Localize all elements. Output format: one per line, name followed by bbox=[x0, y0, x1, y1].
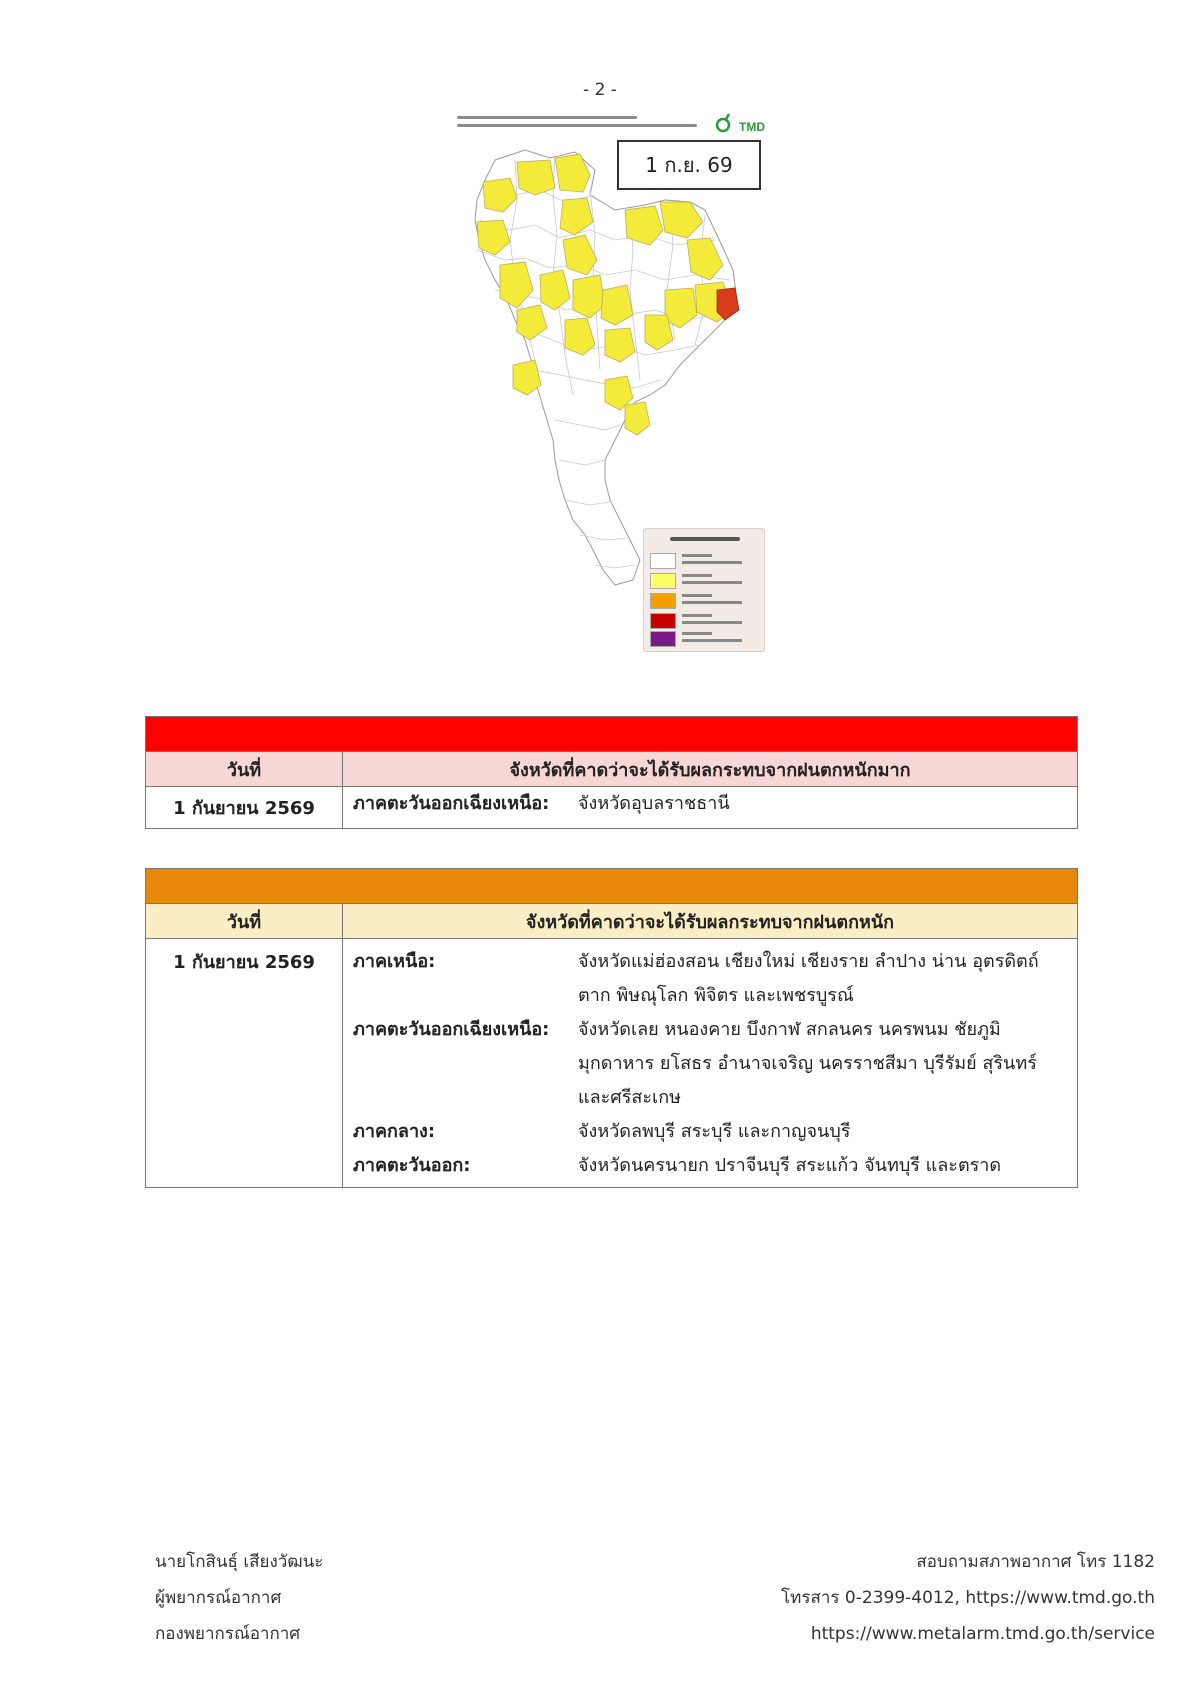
heavy-band bbox=[146, 869, 1078, 904]
forecast-date: 1 กันยายน 2569 bbox=[146, 787, 343, 829]
map-header bbox=[455, 110, 773, 140]
map-date-label: 1 ก.ย. 69 bbox=[617, 140, 761, 190]
heavy-header-row bbox=[146, 904, 1078, 939]
region-name: ภาคเหนือ: bbox=[353, 951, 436, 972]
forecast-date: 1 กันยายน 2569 bbox=[146, 939, 343, 1188]
legend-item bbox=[650, 629, 760, 649]
region-name: ภาคตะวันออก: bbox=[353, 1155, 471, 1176]
table-row bbox=[146, 787, 1078, 829]
very-heavy-band bbox=[146, 717, 1078, 752]
table-row bbox=[146, 939, 1078, 1188]
region-row bbox=[353, 1115, 1067, 1149]
region-row bbox=[353, 1149, 1067, 1183]
heavy-rain-table bbox=[145, 868, 1078, 1188]
region-provinces: จังหวัดลพบุรี สระบุรี และกาญจนบุรี bbox=[578, 1121, 851, 1142]
region-provinces: จังหวัดนครนายก ปราจีนบุรี สระแก้ว จันทบุรี และตราด bbox=[578, 1155, 1002, 1176]
tmd-logo-text: TMD bbox=[739, 120, 765, 134]
region-provinces: จังหวัดเลย หนองคาย บึงกาฬ สกลนคร นครพนม ชัยภูมิ มุกดาหาร ยโสธร อำนาจเจริญ นครราชสีมา บุรีรัมย์ สุรินทร์ และศรีสะเกษ bbox=[578, 1019, 1037, 1108]
fax-website[interactable]: โทรสาร 0-2399-4012, https://www.tmd.go.th bbox=[781, 1588, 1155, 1608]
column-header-date: วันที่ bbox=[146, 752, 343, 787]
region-provinces: จังหวัดแม่ฮ่องสอน เชียงใหม่ เชียงราย ลำปาง น่าน อุตรดิตถ์ ตาก พิษณุโลก พิจิตร และเพชรบูรณ์ bbox=[578, 951, 1039, 1006]
page-number: - 2 - bbox=[583, 80, 617, 100]
very-heavy-rain-province bbox=[717, 288, 739, 320]
region-name: ภาคตะวันออกเฉียงเหนือ: bbox=[353, 1019, 550, 1040]
region-provinces: จังหวัดอุบลราชธานี bbox=[578, 793, 730, 814]
very-heavy-header-row bbox=[146, 752, 1078, 787]
column-header-provinces: จังหวัดที่คาดว่าจะได้รับผลกระทบจากฝนตกหนักมาก bbox=[343, 752, 1078, 787]
map-legend bbox=[643, 528, 765, 652]
region-row bbox=[353, 945, 1067, 1013]
inquiry-phone: สอบถามสภาพอากาศ โทร 1182 bbox=[916, 1552, 1155, 1572]
column-header-provinces: จังหวัดที่คาดว่าจะได้รับผลกระทบจากฝนตกหนัก bbox=[343, 904, 1078, 939]
signature-block bbox=[155, 1544, 323, 1652]
metalarm-link[interactable]: https://www.metalarm.tmd.go.th/service bbox=[810, 1624, 1155, 1644]
forecaster-position: ผู้พยากรณ์อากาศ bbox=[155, 1588, 282, 1608]
legend-item bbox=[650, 551, 760, 571]
region-row bbox=[353, 787, 1067, 821]
forecaster-name: นายโกสินธุ์ เสียงวัฒนะ bbox=[155, 1552, 324, 1572]
region-name: ภาคตะวันออกเฉียงเหนือ: bbox=[353, 793, 550, 814]
rain-forecast-map bbox=[455, 110, 773, 655]
column-header-date: วันที่ bbox=[146, 904, 343, 939]
region-row bbox=[353, 1013, 1067, 1115]
very-heavy-rain-table bbox=[145, 716, 1078, 829]
legend-item bbox=[650, 591, 760, 611]
legend-item bbox=[650, 611, 760, 631]
forecaster-division: กองพยากรณ์อากาศ bbox=[155, 1624, 301, 1644]
legend-item bbox=[650, 571, 760, 591]
region-name: ภาคกลาง: bbox=[353, 1121, 436, 1142]
contact-block bbox=[781, 1544, 1155, 1652]
tmd-logo-icon bbox=[711, 112, 769, 136]
